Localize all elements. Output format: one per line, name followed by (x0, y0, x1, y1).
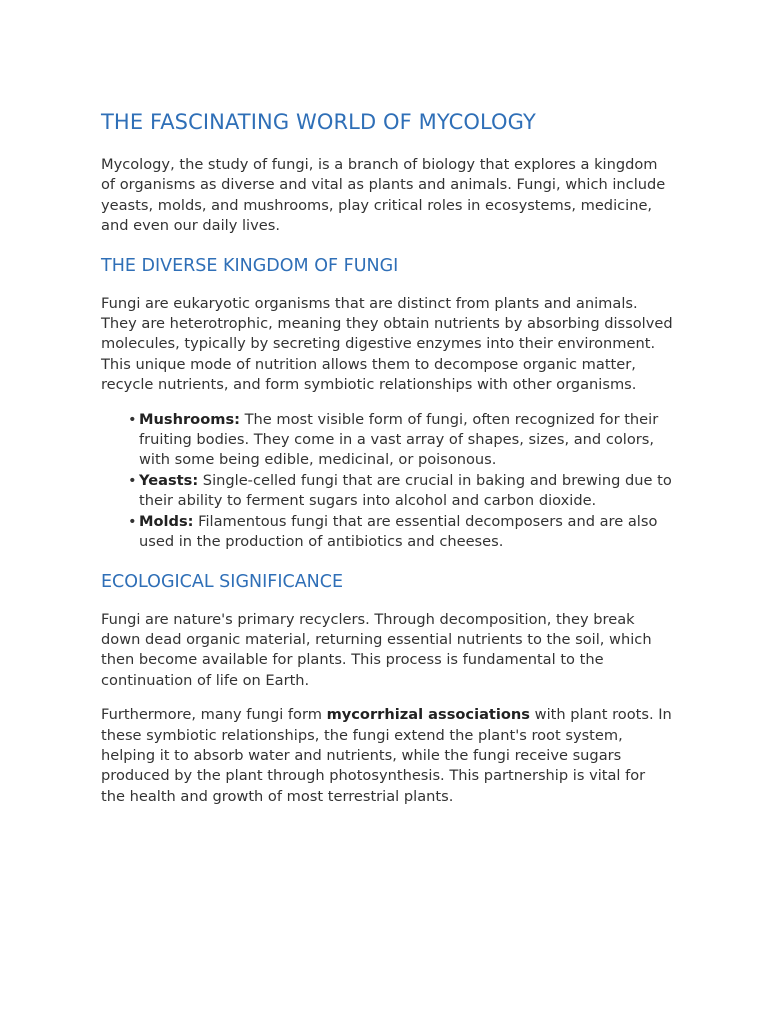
intro-paragraph: Mycology, the study of fungi, is a branch of biology that explores a kingdom of organisms as diverse and vital as plants and animals. Fungi, which include yeasts, molds, and mushrooms, play critical roles in ecosystems, medicine, and even our daily lives. (101, 156, 666, 235)
paragraph-text-before: Furthermore, many fungi form (101, 706, 327, 724)
document-page (101, 106, 673, 807)
list-item-yeasts (128, 471, 673, 512)
section-heading-ecological-significance: ECOLOGICAL SIGNIFICANCE (101, 571, 344, 592)
diverse-kingdom-paragraph: Fungi are eukaryotic organisms that are distinct from plants and animals. They are heterotrophic, meaning they obtain nutrients by absorbing dissolved molecules, typically by secreting digestive enzymes into their environment. This unique mode of nutrition allows them to decompose organic matter, recycle nutrients, and form symbiotic relationships with other organisms. (101, 294, 673, 394)
fungi-types-list (101, 410, 673, 553)
paragraph-text-after: with plant roots. In these symbiotic relationships, the fungi extend the plant's root system, helping it to absorb water and nutrients, while the fungi receive sugars produced by the plant through photosynthesis. This partnership is vital for the health and growth of most terrestrial plants. (101, 706, 672, 805)
bullet-marker: • (128, 410, 137, 428)
bullet-marker: • (128, 512, 137, 530)
list-item-term: Yeasts: (139, 471, 199, 489)
mycorrhizal-term: mycorrhizal associations (326, 706, 530, 724)
list-item-mushrooms (128, 410, 673, 471)
document-title: THE FASCINATING WORLD OF MYCOLOGY (101, 110, 536, 134)
list-item-molds (128, 512, 673, 553)
list-item-text: The most visible form of fungi, often recognized for their fruiting bodies. They come in a vast array of shapes, sizes, and colors, with some being edible, medicinal, or poisonous. (139, 410, 659, 469)
bullet-marker: • (128, 471, 137, 489)
list-item-term: Mushrooms: (139, 410, 240, 428)
ecology-paragraph-recyclers: Fungi are nature's primary recyclers. Through decomposition, they break down dead organic material, returning essential nutrients to the soil, which then become available for plants. This process is fundamental to the continuation of life on Earth. (101, 610, 652, 689)
list-item-text: Single-celled fungi that are crucial in baking and brewing due to their ability to ferment sugars into alcohol and carbon dioxide. (139, 471, 672, 510)
list-item-term: Molds: (139, 512, 194, 530)
ecology-paragraph-mycorrhizal (101, 705, 673, 807)
section-heading-diverse-kingdom: THE DIVERSE KINGDOM OF FUNGI (101, 255, 399, 276)
list-item-text: Filamentous fungi that are essential decomposers and are also used in the production of antibiotics and cheeses. (139, 512, 658, 551)
